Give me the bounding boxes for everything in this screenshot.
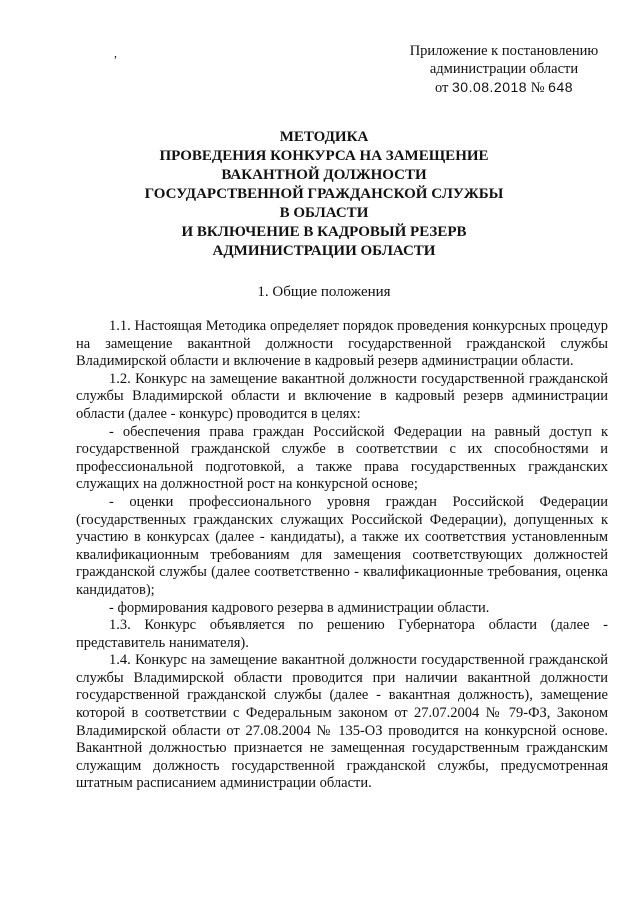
document-title (80, 128, 568, 261)
paragraph-1-3: 1.3. Конкурс объявляется по решению Губернатора области (далее - представитель нанимателя). (76, 617, 608, 651)
title-line-6: И ВКЛЮЧЕНИЕ В КАДРОВЫЙ РЕЗЕРВ (181, 224, 467, 240)
resolution-number: 648 (548, 79, 574, 95)
section-heading: 1. Общие положения (257, 284, 391, 300)
goal-bullet-1: - обеспечения права граждан Российской Федерации на равный доступ к государственной гражданской службе в соответствии с их способностями и профессиональной подготовкой, а также права государственных гражданских служащих на должностной рост на конкурсной основе; (76, 423, 608, 493)
title-line-3: ВАКАНТНОЙ ДОЛЖНОСТИ (221, 167, 427, 183)
appendix-line-2: администрации области (429, 61, 579, 77)
title-line-4: ГОСУДАРСТВЕННОЙ ГРАЖДАНСКОЙ СЛУЖБЫ (144, 186, 504, 202)
title-line-7: АДМИНИСТРАЦИИ ОБЛАСТИ (212, 243, 436, 259)
title-line-1: МЕТОДИКА (279, 129, 369, 145)
title-line-5: В ОБЛАСТИ (279, 205, 369, 221)
stray-mark: , (114, 46, 117, 60)
appendix-line-1: Приложение к постановлению (409, 43, 599, 59)
resolution-date: 30.08.2018 (452, 79, 528, 95)
goal-bullet-2: - оценки профессионального уровня граждан Российской Федерации (государственных гражданских служащих Российской Федерации), допущенных к участию в конкурсах (далее - кандидаты), а также их соответствия установленным квалификационным требованиям для замещения соответствующих должностей гражданской службы (далее соответственно - квалификационные требования, оценка кандидатов); (76, 493, 608, 598)
goal-bullet-3: - формирования кадрового резерва в администрации области. (109, 599, 490, 616)
paragraph-1-2: 1.2. Конкурс на замещение вакантной должности государственной гражданской службы Владимирской области и включение в кадровый резерв администрации области (далее - конкурс) проводится в целях: (76, 370, 608, 422)
paragraph-1-4: 1.4. Конкурс на замещение вакантной должности государственной гражданской службы Владимирской области проводится при наличии вакантной должности государственной гражданской службы (далее - вакантная должность), замещение которой в соответствии с Федеральным законом от 27.07.2004 № 79-ФЗ, Законом Владимирской области от 27.08.2004 № 135-ОЗ проводится на конкурсной основе. Вакантной должностью признается не замещенная государственным гражданским служащим должность государственной гражданской службы, предусмотренная штатным расписанием администрации области. (76, 652, 608, 792)
paragraph-1-1: 1.1. Настоящая Методика определяет порядок проведения конкурсных процедур на замещение вакантной должности государственной гражданской службы Владимирской области и включение в кадровый резерв администрации области. (76, 318, 608, 370)
appendix-date-line (384, 78, 624, 97)
date-prefix: от (434, 80, 449, 96)
title-line-2: ПРОВЕДЕНИЯ КОНКУРСА НА ЗАМЕЩЕНИЕ (159, 148, 489, 164)
document-body (76, 318, 608, 793)
number-prefix: № (530, 80, 545, 96)
appendix-header (384, 42, 624, 97)
